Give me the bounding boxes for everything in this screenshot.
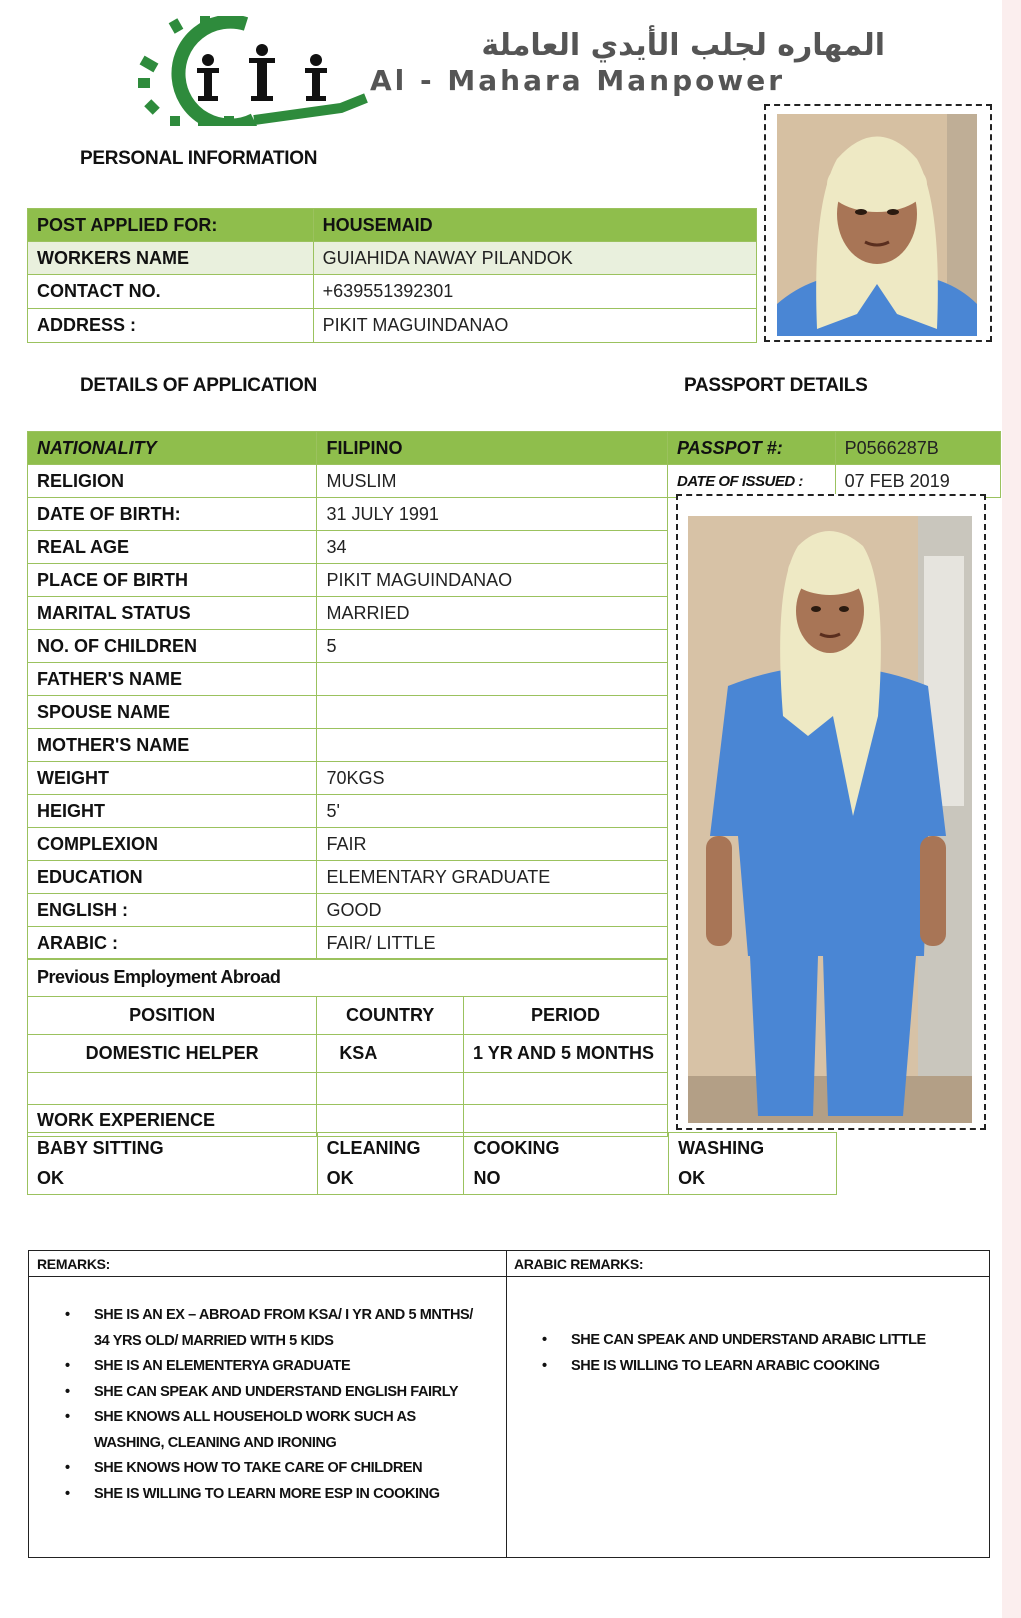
passport-issued-label: DATE OF ISSUED : <box>668 465 836 498</box>
employment-period: 1 YR AND 5 MONTHS <box>464 1035 668 1073</box>
post-applied-label: POST APPLIED FOR: <box>28 209 314 242</box>
remark-item: • SHE KNOWS ALL HOUSEHOLD WORK SUCH AS <box>65 1409 416 1425</box>
full-body-photo <box>688 516 972 1123</box>
spouse-name-value <box>317 696 668 729</box>
skill-baby-sitting-status: OK <box>28 1164 318 1195</box>
spouse-name-label: SPOUSE NAME <box>28 696 317 729</box>
arabic-remark-item: • SHE CAN SPEAK AND UNDERSTAND ARABIC LITTLE <box>542 1332 926 1348</box>
father-name-label: FATHER'S NAME <box>28 663 317 696</box>
id-photo <box>777 114 977 336</box>
skill-cleaning: CLEANING <box>317 1133 464 1164</box>
application-details-title: DETAILS OF APPLICATION <box>80 375 317 396</box>
remark-item: • SHE CAN SPEAK AND UNDERSTAND ENGLISH FAIRLY <box>65 1383 459 1400</box>
arabic-remarks-list <box>542 1328 926 1379</box>
full-body-image <box>688 516 972 1123</box>
father-name-value <box>317 663 668 696</box>
english-label: ENGLISH : <box>28 894 317 927</box>
position-header: POSITION <box>28 997 317 1035</box>
marital-status-value: MARRIED <box>317 597 668 630</box>
religion-value: MUSLIM <box>317 465 668 498</box>
contact-no-label: CONTACT NO. <box>28 275 314 309</box>
remark-text: 34 YRS OLD/ MARRIED WITH 5 KIDS <box>94 1332 334 1349</box>
passport-number-label: PASSPOT #: <box>668 432 836 465</box>
country-header: COUNTRY <box>317 997 464 1035</box>
nationality-value: FILIPINO <box>317 432 668 465</box>
remark-text: WASHING, CLEANING AND IRONING <box>94 1434 337 1451</box>
skill-cleaning-status: OK <box>317 1164 464 1195</box>
work-experience-title: WORK EXPERIENCE <box>28 1105 317 1137</box>
remark-item: • SHE KNOWS HOW TO TAKE CARE OF CHILDREN <box>65 1460 423 1476</box>
contact-no-value: +639551392301 <box>313 275 756 309</box>
skill-cooking-status: NO <box>464 1164 669 1195</box>
address-value: PIKIT MAGUINDANAO <box>313 309 756 343</box>
age-value: 34 <box>317 531 668 564</box>
employment-country: KSA <box>317 1035 464 1073</box>
logo-english-name: Al - Mahara Manpower <box>370 64 786 97</box>
mother-name-label: MOTHER'S NAME <box>28 729 317 762</box>
height-value: 5' <box>317 795 668 828</box>
arabic-remark-text: SHE IS WILLING TO LEARN ARABIC COOKING <box>571 1357 880 1374</box>
weight-label: WEIGHT <box>28 762 317 795</box>
dob-label: DATE OF BIRTH: <box>28 498 317 531</box>
arabic-label: ARABIC : <box>28 927 317 960</box>
remarks-list <box>65 1303 473 1507</box>
arabic-remark-text: SHE CAN SPEAK AND UNDERSTAND ARABIC LITTLE <box>571 1332 926 1348</box>
remark-text: SHE CAN SPEAK AND UNDERSTAND ENGLISH FAIRLY <box>94 1383 459 1400</box>
children-value: 5 <box>317 630 668 663</box>
workers-name-label: WORKERS NAME <box>28 242 314 275</box>
remarks-divider <box>506 1251 507 1557</box>
personal-info-title: PERSONAL INFORMATION <box>80 148 318 169</box>
gear-people-logo-icon <box>136 16 376 126</box>
remark-text: SHE KNOWS ALL HOUSEHOLD WORK SUCH AS <box>94 1409 416 1425</box>
height-label: HEIGHT <box>28 795 317 828</box>
passport-number-value: P0566287B <box>835 432 1000 465</box>
religion-label: RELIGION <box>28 465 317 498</box>
complexion-value: FAIR <box>317 828 668 861</box>
complexion-label: COMPLEXION <box>28 828 317 861</box>
weight-value: 70KGS <box>317 762 668 795</box>
age-label: REAL AGE <box>28 531 317 564</box>
remark-text: SHE KNOWS HOW TO TAKE CARE OF CHILDREN <box>94 1460 423 1476</box>
skill-cooking: COOKING <box>464 1133 669 1164</box>
marital-status-label: MARITAL STATUS <box>28 597 317 630</box>
page-edge-strip <box>1002 0 1021 1618</box>
remark-item: • SHE IS WILLING TO LEARN MORE ESP IN COOKING <box>65 1485 440 1502</box>
english-value: GOOD <box>317 894 668 927</box>
employment-title: Previous Employment Abroad <box>28 959 668 997</box>
address-label: ADDRESS : <box>28 309 314 343</box>
passport-issued-value: 07 FEB 2019 <box>835 465 1000 498</box>
remark-item-continuation <box>65 1431 473 1457</box>
workers-name-value: GUIAHIDA NAWAY PILANDOK <box>313 242 756 275</box>
remark-text: SHE IS WILLING TO LEARN MORE ESP IN COOKING <box>94 1485 440 1502</box>
birthplace-value: PIKIT MAGUINDANAO <box>317 564 668 597</box>
arabic-remarks-title: ARABIC REMARKS: <box>506 1251 989 1277</box>
remark-item: • SHE IS AN EX – ABROAD FROM KSA/ I YR AND 5 MNTHS/ <box>65 1307 473 1323</box>
employment-table <box>27 958 668 1137</box>
period-header: PERIOD <box>464 997 668 1035</box>
employment-position: DOMESTIC HELPER <box>28 1035 317 1073</box>
passport-table <box>667 431 1001 498</box>
dob-value: 31 JULY 1991 <box>317 498 668 531</box>
nationality-label: NATIONALITY <box>28 432 317 465</box>
remark-item: • SHE IS AN ELEMENTERYA GRADUATE <box>65 1358 351 1374</box>
remarks-title: REMARKS: <box>29 1251 506 1277</box>
arabic-value: FAIR/ LITTLE <box>317 927 668 960</box>
remark-text: SHE IS AN ELEMENTERYA GRADUATE <box>94 1358 351 1374</box>
arabic-remark-item: • SHE IS WILLING TO LEARN ARABIC COOKING <box>542 1357 880 1374</box>
skill-washing-status: OK <box>669 1164 837 1195</box>
post-applied-value: HOUSEMAID <box>313 209 756 242</box>
portrait-image <box>777 114 977 336</box>
birthplace-label: PLACE OF BIRTH <box>28 564 317 597</box>
education-value: ELEMENTARY GRADUATE <box>317 861 668 894</box>
personal-info-table <box>27 208 757 343</box>
remarks-box <box>28 1250 990 1558</box>
remark-text: SHE IS AN EX – ABROAD FROM KSA/ I YR AND 5 MNTHS/ <box>94 1307 473 1323</box>
children-label: NO. OF CHILDREN <box>28 630 317 663</box>
mother-name-value <box>317 729 668 762</box>
education-label: EDUCATION <box>28 861 317 894</box>
skill-washing: WASHING <box>669 1133 837 1164</box>
passport-details-title: PASSPORT DETAILS <box>684 375 868 396</box>
remark-item-continuation <box>65 1329 473 1355</box>
skill-baby-sitting: BABY SITTING <box>28 1133 318 1164</box>
application-table <box>27 431 668 960</box>
skills-table <box>27 1132 837 1195</box>
logo-arabic-name: المهاره لجلب الأيدي العاملة <box>481 28 885 63</box>
